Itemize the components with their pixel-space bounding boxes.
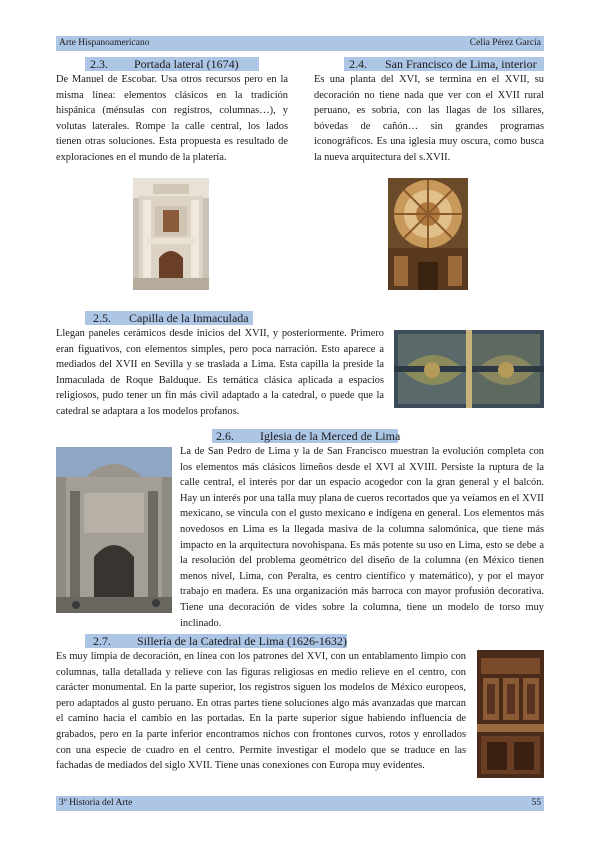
- page-number: 55: [531, 798, 541, 808]
- san-francisco-interior-photo: [388, 178, 468, 290]
- section-number: 2.5.: [93, 311, 111, 325]
- page-header: [56, 36, 544, 51]
- section-title: Iglesia de la Merced de Lima: [260, 429, 401, 443]
- section-number: 2.3.: [90, 57, 108, 71]
- section-number: 2.7.: [93, 634, 111, 648]
- section-heading-2-5: [85, 311, 253, 325]
- section-number: 2.6.: [216, 429, 234, 443]
- section-title: San Francisco de Lima, interior: [385, 57, 537, 71]
- page-footer: [56, 796, 544, 811]
- header-right: Celia Pérez García: [469, 38, 541, 48]
- section-heading-2-3: [85, 57, 259, 71]
- section-text-2-5: Llegan paneles cerámicos desde inicios del XVII, y posteriormente. Primero eran figuativos, con elementos simples, pero poca narración. Esto aparece a mediados del XVII en Sevilla y se traslada a Lima. Esta capilla la preside la Inmaculada de Roque Balduque. Es temática clásica aplicada a espacios religiosos, pudo tener un fin más civil adaptado a la catedral, o puede que la catedral se adaptara a los modelos profanos.: [56, 328, 384, 417]
- header-left: Arte Hispanoamericano: [59, 38, 150, 48]
- section-title: Capilla de la Inmaculada: [129, 311, 249, 325]
- section-text-2-6: La de San Pedro de Lima y la de San Francisco muestran la evolución completa con los elementos más clásicos limeños desde el XVI al XVIII. Persiste la ruptura de la calle central, el interés por dar un espacio acogedor con la gran general y el balcón. Hay un interés por una talla muy plana de cueros recortados que ya veíamos en el XVII mexicano, se vincula con el gusto mexicano e indígena en general. Los elementos más novedosos en Lima es la llegada masiva de la columna salomónica, que tiene más impacto en la arquitectura novohispana. Es más potente su uso en Lima, esto se debe a la resolución del problema geométrico del diseño de la columna (en México tienen menos nivel, Lima, con Peralta, es centro científico y matemático), y por el mayor trabajo en madera. Es una organización más barroca con mayor profusión decorativa. Tiene una decoración de vides sobre la columna, tiene un modelo de torso muy inclinado.: [180, 446, 544, 629]
- section-heading-2-7: [85, 634, 347, 648]
- section-title: Portada lateral (1674): [134, 57, 239, 71]
- silleria-catedral-photo: [477, 650, 544, 778]
- section-text-2-7: Es muy limpia de decoración, en línea con los patrones del XVI, con un entablamento limpio con columnas, talla detallada y relieve con las figuras religiosas en medio relieve en el centro, con carácter monumental. En la parte superior, los registros siguen los modelos de México europeos, pero adaptados al gusto peruano. En otras partes tiene soluciones algo más avanzadas que marcan el camino hacia el cambio en las portadas. En la parte superior sigue habiendo influencia de grabados, pero en la parte inferior encontramos nichos con frontones curvos, rotos y enrollados con una especie de cuadro en el centro. Permite investigar el modelo que se traduce en las fachadas de mediados del siglo XVII. Tiene unas conexiones con Europa muy evidentes.: [56, 651, 466, 772]
- portada-lateral-photo: [133, 178, 209, 290]
- footer-left: 3º Historia del Arte: [59, 798, 133, 808]
- section-text-2-3: De Manuel de Escobar. Usa otros recursos pero en la misma línea: elementos clásicos en la tradición hispánica (ménsulas con registros, columnas…), y volutas laterales. Rompe la calle central, los lados tienen otras soluciones. Esta propuesta es resultado de exploraciones en el mundo de la platería.: [56, 74, 288, 163]
- iglesia-merced-photo: [56, 447, 172, 613]
- section-number: 2.4.: [349, 57, 367, 71]
- section-heading-2-6: [212, 429, 401, 443]
- capilla-tiles-photo: [394, 330, 544, 408]
- section-title: Sillería de la Catedral de Lima (1626-1632): [137, 634, 347, 648]
- section-heading-2-4: [344, 57, 544, 71]
- section-text-2-4: Es una planta del XVI, se termina en el XVII, su decoración no tiene nada que ver con el XVII rural peruano, es sobria, con las llagas de los sillares, bóvedas de cañón… sin grandes programas iconográficos. Es una iglesia muy oscura, como busca la nueva arquitectura del s.XVII.: [314, 74, 544, 163]
